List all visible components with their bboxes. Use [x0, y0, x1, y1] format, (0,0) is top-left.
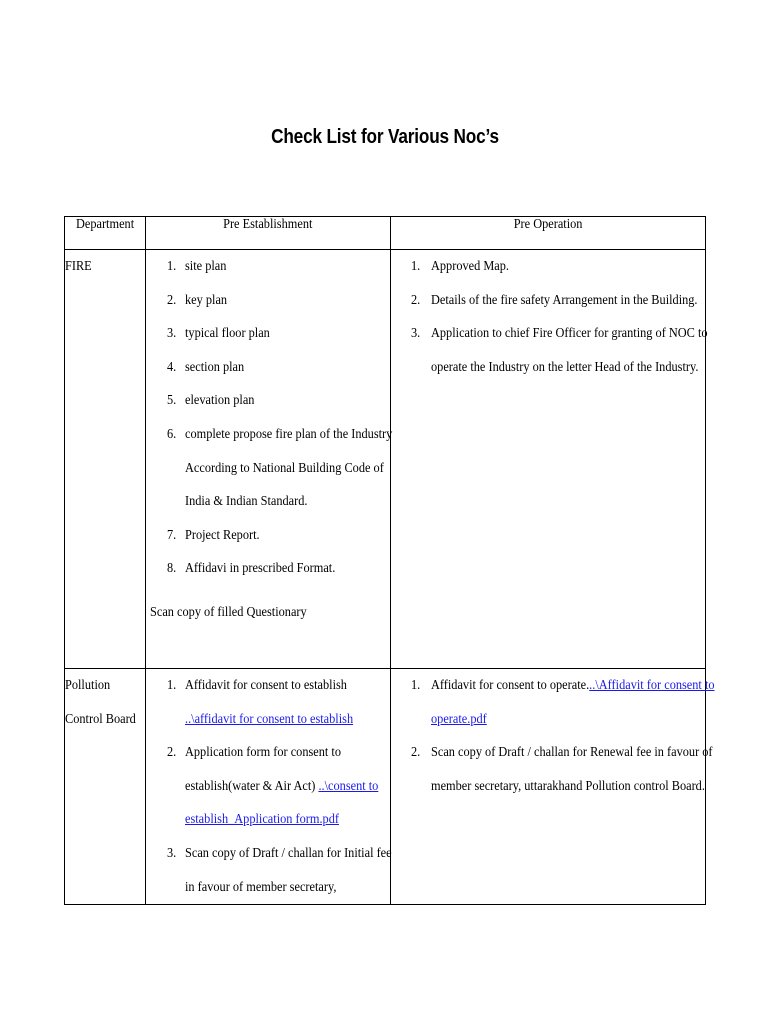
list-item-text: typical floor plan	[185, 326, 270, 342]
list-item-text: key plan	[185, 292, 228, 308]
list-item: 1. Affidavit for consent to establish ..\affidavit for consent to establish	[167, 678, 354, 727]
scan-note: Scan copy of filled Questionary	[150, 604, 307, 620]
list-item	[391, 284, 705, 318]
list-item	[146, 284, 390, 318]
table-row-fire	[65, 250, 706, 669]
table-row-pollution-control-board	[65, 669, 706, 905]
list-item-text: Details of the fire safety Arrangement in the Building.	[431, 292, 698, 308]
list-item-text: operate the Industry on the letter Head of the Industry.	[431, 359, 699, 375]
list-item-number: 3.	[167, 326, 177, 342]
list-item-number: 8.	[167, 561, 177, 577]
table-header-row	[65, 217, 706, 250]
pcb-pre-operation-list	[391, 669, 715, 803]
affidavit-operate-link[interactable]: ..\Affidavit for consent to	[589, 678, 715, 693]
list-item-number: 1.	[167, 259, 177, 274]
dept-fire: FIRE	[65, 250, 146, 669]
list-item	[146, 317, 390, 351]
list-item-number: 6.	[167, 426, 177, 442]
list-item: 2. Scan copy of Draft / challan for Renewal fee in favour of member secretary, uttarakhand Pollution control Board.	[411, 745, 713, 794]
list-item-text: site plan	[185, 259, 227, 274]
list-item-text: elevation plan	[185, 393, 255, 409]
page-title: Check List for Various Noc’s	[271, 126, 499, 148]
list-item-number: 4.	[167, 359, 177, 375]
list-item-text: India & Indian Standard.	[185, 494, 308, 510]
list-item-text: Application to chief Fire Officer for granting of NOC to	[431, 326, 708, 342]
pcb-pre-operation	[391, 669, 715, 905]
list-item	[146, 418, 393, 519]
fire-pre-establishment	[146, 250, 391, 669]
fire-pre-operation	[391, 250, 706, 669]
pcb-pre-establishment-list	[146, 669, 390, 904]
consent-establish-link[interactable]: ..\consent to	[318, 778, 379, 794]
list-item-text: According to National Building Code of	[185, 460, 384, 476]
list-item-text: Approved Map.	[431, 259, 510, 274]
affidavit-operate-link-cont[interactable]: operate.pdf	[431, 711, 487, 727]
list-item	[146, 250, 390, 284]
list-item	[146, 552, 390, 586]
header-pre-establishment: Pre Establishment	[146, 217, 391, 250]
list-item-text: complete propose fire plan of the Industry	[185, 426, 393, 442]
list-item: 3. Scan copy of Draft / challan for Initial fee in favour of member secretary,	[167, 845, 392, 895]
list-item-number: 5.	[167, 393, 177, 409]
consent-establish-link-cont[interactable]: establish_Application form.pdf	[185, 812, 339, 828]
header-pre-operation: Pre Operation	[391, 217, 706, 250]
list-item-text: Affidavi in prescribed Format.	[185, 561, 336, 577]
affidavit-establish-link[interactable]: ..\affidavit for consent to establish	[185, 711, 354, 727]
list-item	[146, 351, 390, 385]
list-item	[146, 384, 390, 418]
list-item-number: 2.	[411, 292, 421, 308]
list-item-number: 3.	[411, 326, 421, 342]
list-item: 1. Affidavit for consent to operate...\Affidavit for consent to operate.pdf	[411, 678, 715, 727]
pcb-pre-establishment	[146, 669, 391, 905]
list-item-text: section plan	[185, 359, 245, 375]
fire-pre-establishment-list	[146, 250, 393, 586]
list-item-number: 7.	[167, 527, 177, 543]
list-item	[146, 519, 390, 553]
list-item: 2. Application form for consent to establish(water & Air Act) ..\consent to establish_Application form.pdf	[167, 745, 379, 828]
fire-pre-operation-list	[391, 250, 708, 384]
noc-checklist-table	[64, 216, 715, 905]
header-department: Department	[65, 217, 146, 250]
list-item-number: 1.	[411, 259, 421, 274]
list-item	[391, 250, 705, 284]
dept-pollution-control-board: Pollution Control Board	[65, 669, 146, 905]
list-item-number: 2.	[167, 292, 177, 308]
list-item-text: Project Report.	[185, 527, 260, 543]
list-item	[391, 317, 708, 384]
